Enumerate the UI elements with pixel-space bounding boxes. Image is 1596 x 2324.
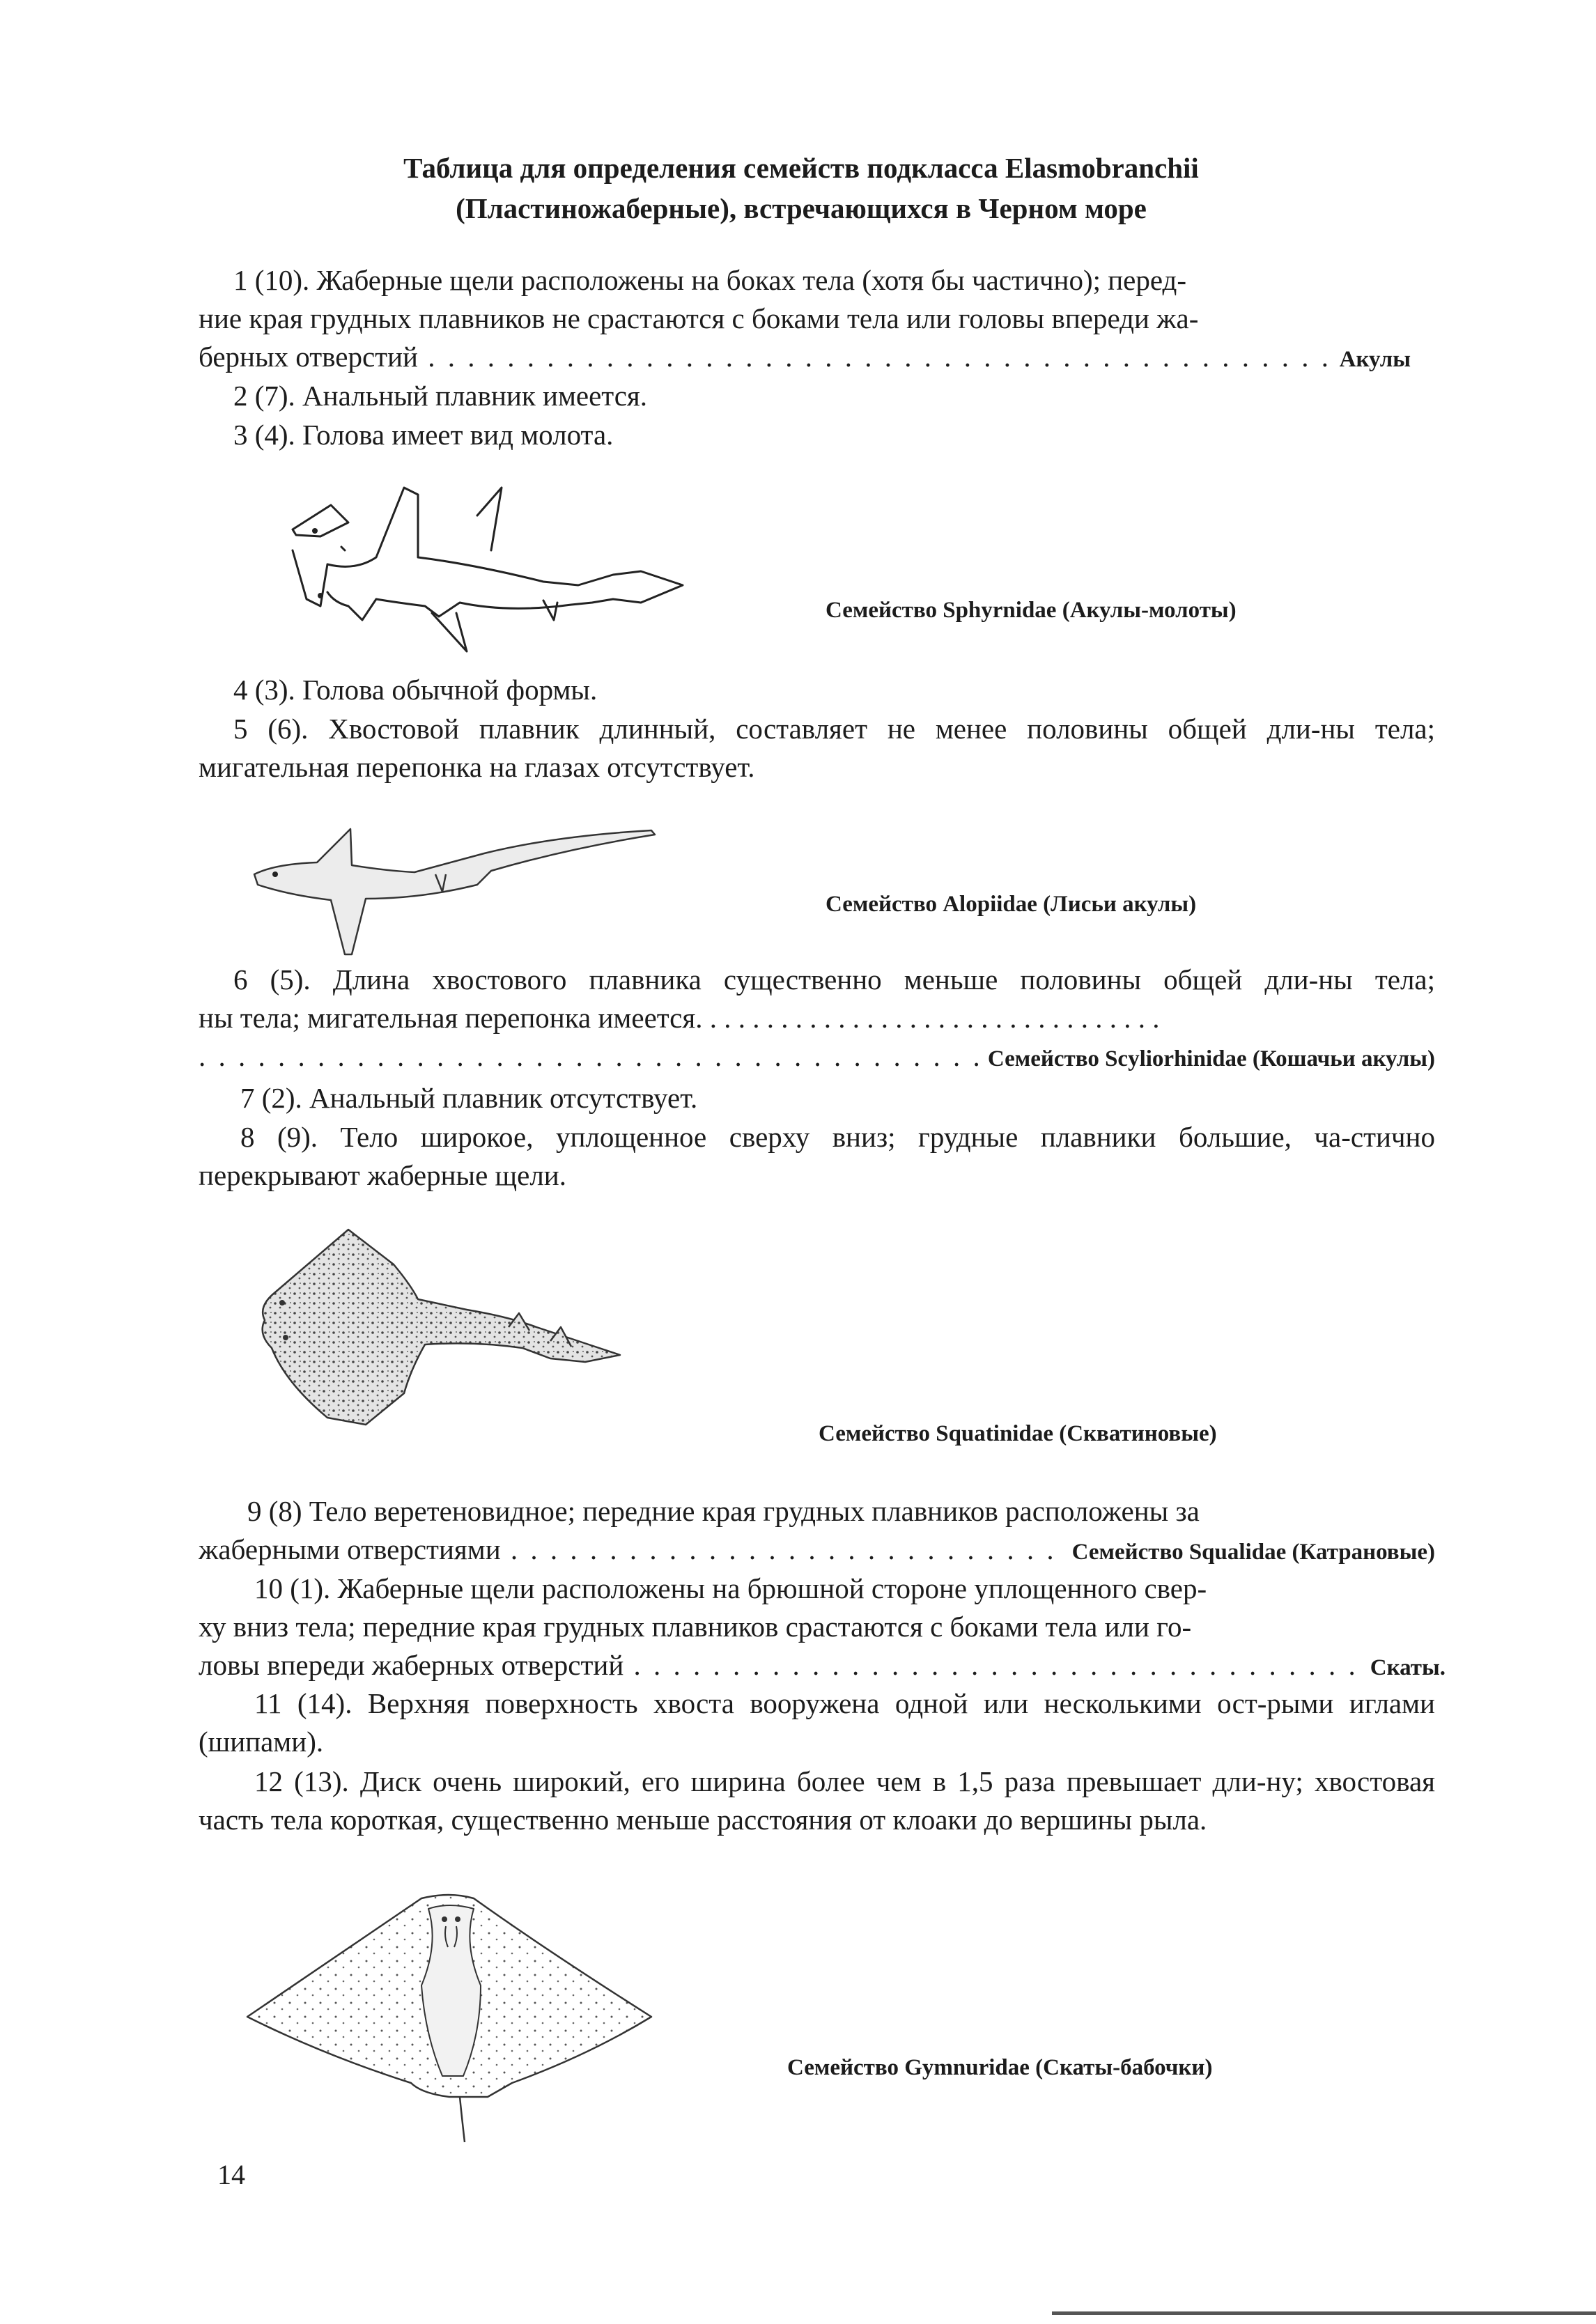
key-item-10-text: ловы впереди жаберных отверстий . . . — [199, 1646, 1363, 1684]
caption-alopiidae: Семейство Alopiidae (Лисьи акулы) — [826, 892, 1197, 917]
angel-shark-illustration — [244, 1223, 662, 1432]
key-item-2: 2 (7). Анальный плавник имеется. — [233, 380, 648, 412]
key-item-6-result: Семейство Scyliorhinidae (Кошачьи акулы) — [987, 1046, 1435, 1071]
key-item-8: 8 (9). Тело широкое, уплощенное сверху вниз; грудные плавники большие, ча-стично перекрывают жаберные щели. — [199, 1121, 1435, 1191]
key-item-6-line-2: ны тела; мигательная перепонка имеется. . . . . . . . . . . . . . . . . . . . . . . . . . . . . . . . . — [199, 1002, 1160, 1034]
key-item-10-result: Скаты. — [1370, 1655, 1446, 1680]
key-item-10-line-2: ху вниз тела; передние края грудных плавников срастаются с боками тела или го- — [199, 1611, 1192, 1643]
key-item-6-leader — [199, 1037, 981, 1076]
title-line-1: Таблица для определения семейств подкласса Elasmobranchii — [403, 152, 1199, 184]
key-item-7: 7 (2). Анальный плавник отсутствует. — [240, 1082, 698, 1114]
page-title — [209, 148, 1393, 228]
key-item-5: 5 (6). Хвостовой плавник длинный, составляет не менее половины общей дли-ны тела; мигательная перепонка на глазах отсутствует. — [199, 713, 1435, 783]
key-item-10-line-1: 10 (1). Жаберные щели расположены на брюшной стороне уплощенного свер- — [254, 1572, 1207, 1604]
page-number: 14 — [217, 2159, 245, 2190]
key-item-9-line-1: 9 (8) Тело веретеновидное; передние края грудных плавников расположены за — [247, 1495, 1200, 1527]
butterfly-ray-illustration — [240, 1888, 658, 2146]
thresher-shark-illustration — [247, 822, 665, 961]
key-item-1-line-3 — [199, 338, 1411, 376]
key-item-4: 4 (3). Голова обычной формы. — [233, 674, 598, 706]
key-item-3: 3 (4). Голова имеет вид молота. — [233, 419, 614, 451]
key-item-1-result: Акулы — [1339, 347, 1411, 372]
key-item-6-line-1 — [199, 961, 1435, 999]
key-item-9-result: Семейство Squalidae (Катрановые) — [1071, 1540, 1435, 1565]
key-item-6-line-3 — [199, 1037, 1435, 1076]
key-item-9-text: жаберными отверстиями . . . — [199, 1531, 1065, 1569]
key-item-12: 12 (13). Диск очень широкий, его ширина более чем в 1,5 раза превышает дли-ну; хвостовая часть тела короткая, существенно меньше расстояния от клоаки до вершины рыла. — [199, 1765, 1435, 1836]
key-item-1-line-1: 1 (10). Жаберные щели расположены на боках тела (хотя бы частично); перед- — [233, 264, 1187, 296]
hammerhead-shark-illustration — [279, 481, 697, 655]
key-item-6-text: 6 (5). Длина хвостового плавника существенно меньше половины общей дли-ны тела; — [233, 963, 1435, 996]
key-item-9-line-2 — [199, 1531, 1435, 1569]
title-line-2: (Пластиножаберные), встречающихся в Черном море — [456, 192, 1147, 224]
key-item-11: 11 (14). Верхняя поверхность хвоста вооружена одной или несколькими ост-рыми иглами (шипами). — [199, 1687, 1435, 1758]
key-item-1-line-2: ние края грудных плавников не срастаются с боками тела или головы впереди жа- — [199, 302, 1199, 334]
caption-gymnuridae: Семейство Gymnuridae (Скаты-бабочки) — [787, 2055, 1213, 2080]
key-item-1-text: берных отверстий . . . — [199, 338, 1333, 376]
scan-edge-line — [1052, 2311, 1596, 2315]
caption-squatinidae: Семейство Squatinidae (Скватиновые) — [819, 1421, 1217, 1446]
caption-sphyrnidae: Семейство Sphyrnidae (Акулы-молоты) — [826, 598, 1237, 623]
key-item-10-line-3 — [199, 1646, 1446, 1684]
